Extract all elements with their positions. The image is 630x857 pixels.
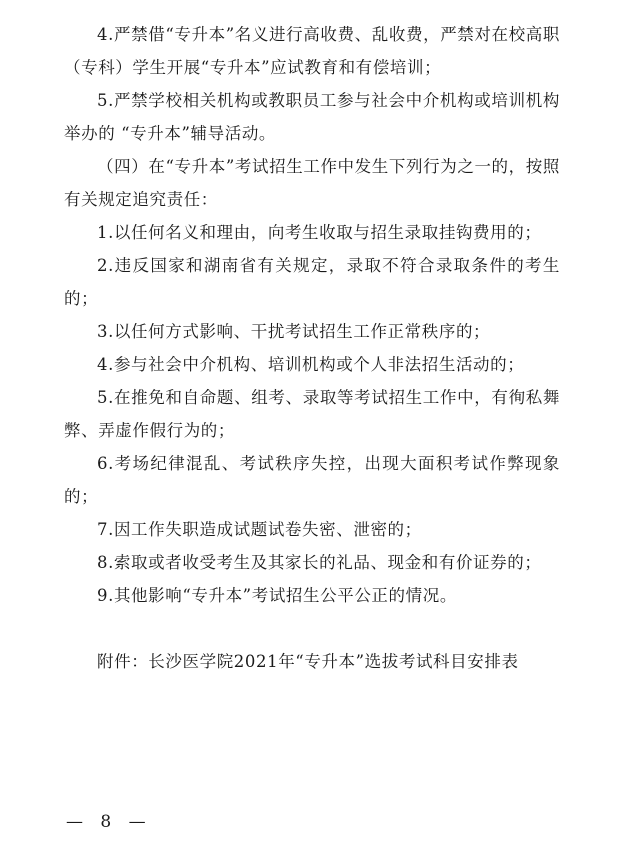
paragraph-item-9: 9.其他影响“专升本”考试招生公平公正的情况。 — [97, 586, 457, 605]
paragraph-item-8: 8.索取或者收受考生及其家长的礼品、现金和有价证券的； — [97, 553, 542, 572]
paragraph-item-6: 6.考场纪律混乱、考试秩序失控，出现大面积考试作弊现象的； — [64, 454, 560, 506]
paragraph-item-1: 1.以任何名义和理由，向考生收取与招生录取挂钩费用的； — [97, 223, 542, 242]
paragraph-item-3: 3.以任何方式影响、干扰考试招生工作正常秩序的； — [97, 322, 491, 341]
paragraph-item-2: 2.违反国家和湖南省有关规定，录取不符合录取条件的考生的； — [64, 256, 560, 308]
paragraph-item-5: 5.在推免和自命题、组考、录取等考试招生工作中，有徇私舞弊、弄虚作假行为的； — [64, 388, 560, 440]
page-number: — 8 — — [66, 812, 152, 832]
paragraph-rule-4: 4.严禁借“专升本”名义进行高收费、乱收费，严禁对在校高职（专科）学生开展“专升本”应试教育和有偿培训； — [64, 25, 560, 77]
paragraph-rule-5: 5.严禁学校相关机构或教职员工参与社会中介机构或培训机构举办的 “专升本”辅导活动。 — [64, 91, 560, 143]
document-body — [64, 18, 560, 678]
paragraph-section-4-heading: （四）在“专升本”考试招生工作中发生下列行为之一的，按照有关规定追究责任： — [64, 157, 560, 209]
paragraph-item-4: 4.参与社会中介机构、培训机构或个人非法招生活动的； — [97, 355, 525, 374]
attachment-note: 附件：长沙医学院2021年“专升本”选拔考试科目安排表 — [97, 652, 519, 671]
paragraph-item-7: 7.因工作失职造成试题试卷失密、泄密的； — [97, 520, 422, 539]
